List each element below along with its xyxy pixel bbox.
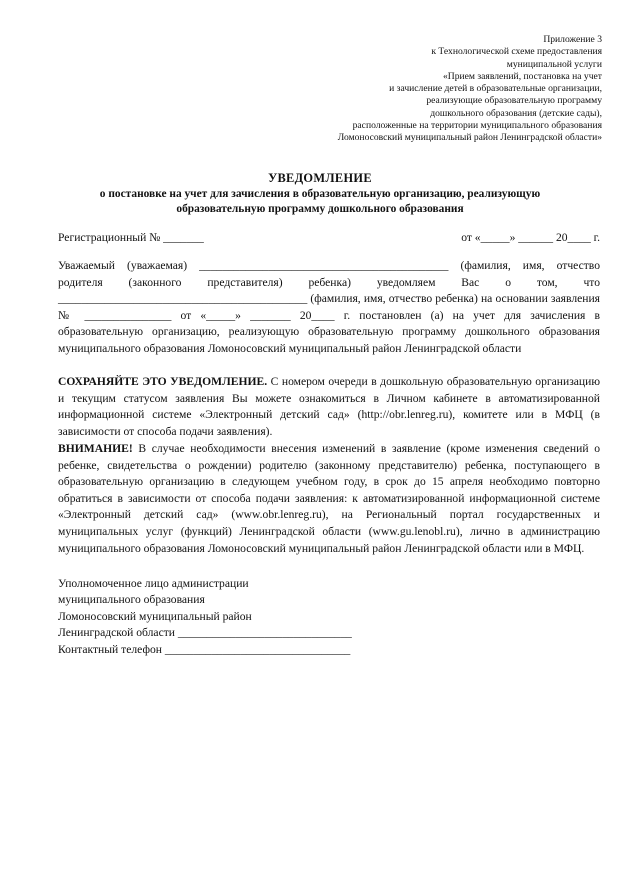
appendix-header <box>282 34 602 145</box>
appendix-line: реализующие образовательную программу <box>426 95 602 107</box>
appendix-line: муниципальной услуги <box>506 58 602 70</box>
signature-line: муниципального образования <box>58 593 205 607</box>
registration-date: от «_____» ______ 20____ г. <box>461 231 600 244</box>
appendix-line: дошкольного образования (детские сады), <box>430 107 602 119</box>
notification-paragraph: Уважаемый (уважаемая) ___________________________________________ (фамилия, имя, отчество родителя (законного представителя) ребенка) уведомляем Вас о том, что ___________________________________________ (фамилия, имя, отчество ребенка) на основании заявления № _______________ от «_____» _______ 20____ г. постановлен (а) на учет для зачисления в образовательную организацию, реализующую образовательную программу дошкольного образования муниципального образования Ломоносовский муниципальный район Ленинградской области <box>58 259 600 355</box>
appendix-line: «Прием заявлений, постановка на учет <box>443 70 602 82</box>
appendix-line: Ломоносовский муниципальный район Ленинградской области» <box>337 132 602 144</box>
save-notice-text: С номером очереди в дошкольную образовательную организацию и текущим статусом заявления Вы можете ознакомиться в Личном кабинете в автоматизированной информационной системе «Электронный детский сад» (http://obr.lenreg.ru), комитете или в МФЦ (в зависимости от способа подачи заявления). <box>58 375 600 438</box>
appendix-line: Приложение 3 <box>543 34 602 45</box>
save-notice-paragraph <box>58 374 600 440</box>
document-subtitle: о постановке на учет для зачисления в образовательную организацию, реализующую образовательную программу дошкольного образования <box>99 188 541 215</box>
appendix-line: и зачисление детей в образовательные организации, <box>389 83 602 95</box>
appendix-line: расположенные на территории муниципального образования <box>352 120 602 132</box>
signature-line: Ломоносовский муниципальный район <box>58 609 252 623</box>
attention-heading: ВНИМАНИЕ! <box>58 442 133 455</box>
document-title: УВЕДОМЛЕНИЕ <box>268 171 372 185</box>
attention-paragraph <box>58 441 600 557</box>
appendix-line: к Технологической схеме предоставления <box>431 46 602 58</box>
registration-number: Регистрационный № _______ <box>58 231 204 244</box>
signature-block <box>58 576 418 658</box>
registration-line <box>58 230 600 247</box>
signature-line: Ленинградской области ______________________________ <box>58 626 352 640</box>
attention-text: В случае необходимости внесения изменений в заявление (кроме изменения сведений о ребенке, свидетельства о рождении) родителю (законному представителю) ребенка, поступающего в образовательную организацию в следующем учебном году, в срок до 15 апреля необходимо повторно обратиться в зависимости от способа подачи заявления: к автоматизированной информационной системе «Электронный детский сад» (www.obr.lenreg.ru), на Региональный портал государственных и муниципальных услуг (функций) Ленинградской области (www.gu.lenobl.ru), лично в администрацию муниципального образования Ломоносовский муниципальный район Ленинградской области или в МФЦ. <box>58 442 600 555</box>
signature-line: Уполномоченное лицо администрации <box>58 577 249 590</box>
contact-phone-line: Контактный телефон ________________________________ <box>58 642 351 656</box>
save-notice-heading: СОХРАНЯЙТЕ ЭТО УВЕДОМЛЕНИЕ. <box>58 375 268 388</box>
